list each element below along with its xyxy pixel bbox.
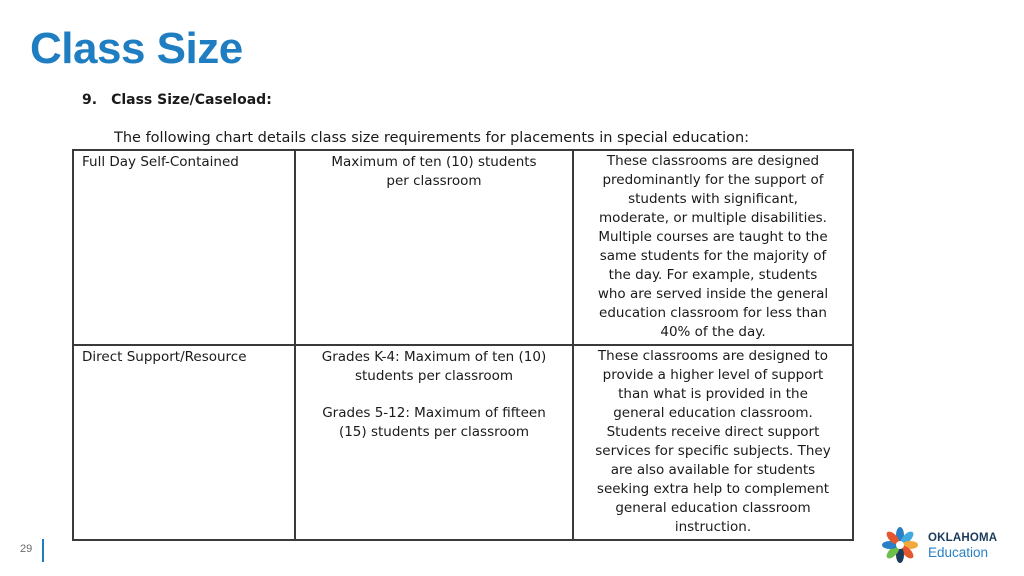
description-line: These classrooms are designed — [606, 153, 820, 169]
starburst-logo-icon — [880, 524, 920, 566]
description-line: are also available for students — [610, 462, 816, 478]
placement-cell: Direct Support/Resource — [73, 345, 295, 540]
slide-title: Class Size — [30, 24, 243, 73]
description-line: seeking extra help to complement — [596, 481, 830, 497]
description-line: instruction. — [674, 519, 752, 535]
description-line: same students for the majority of — [599, 248, 827, 264]
table-row — [73, 150, 853, 345]
description-line: general education classroom — [615, 500, 811, 516]
description-cell — [573, 345, 853, 540]
section-heading-text: Class Size/Caseload: — [111, 92, 272, 108]
description-line: moderate, or multiple disabilities. — [599, 210, 827, 226]
description-line: provide a higher level of support — [602, 367, 824, 383]
description-cell — [573, 150, 853, 345]
maximum-line: students per classroom — [354, 368, 514, 384]
maximum-cell — [295, 150, 573, 345]
maximum-line: per classroom — [386, 173, 482, 189]
description-line: students with significant, — [628, 191, 798, 207]
description-line: general education classroom. — [613, 405, 813, 421]
logo-education-text: Education — [928, 545, 989, 560]
description-line: 40% of the day. — [660, 324, 766, 340]
page-number: 29 — [20, 543, 33, 555]
description-line: predominantly for the support of — [602, 172, 824, 188]
description-line: services for specific subjects. They — [595, 443, 831, 459]
description-line: Students receive direct support — [606, 424, 820, 440]
description-line: Multiple courses are taught to the — [598, 229, 828, 245]
intro-text: The following chart details class size requirements for placements in special education: — [114, 130, 750, 146]
maximum-line: Grades K-4: Maximum of ten (10) — [321, 349, 547, 365]
description-line: than what is provided in the — [618, 386, 808, 402]
section-heading — [82, 92, 272, 108]
table-row — [73, 345, 853, 540]
description-line: education classroom for less than — [599, 305, 827, 321]
description-line: who are served inside the general — [597, 286, 829, 302]
description-line: the day. For example, students — [608, 267, 818, 283]
logo-oklahoma-text: OKLAHOMA — [928, 532, 998, 544]
placement-cell: Full Day Self-Contained — [73, 150, 295, 345]
description-line: These classrooms are designed to — [597, 348, 829, 364]
maximum-line: Grades 5-12: Maximum of fifteen — [322, 405, 546, 421]
maximum-line: (15) students per classroom — [338, 424, 530, 440]
maximum-line: Maximum of ten (10) students — [331, 154, 537, 170]
maximum-cell — [295, 345, 573, 540]
page-divider — [42, 539, 44, 562]
class-size-table — [72, 149, 854, 541]
section-number: 9. — [82, 92, 98, 108]
